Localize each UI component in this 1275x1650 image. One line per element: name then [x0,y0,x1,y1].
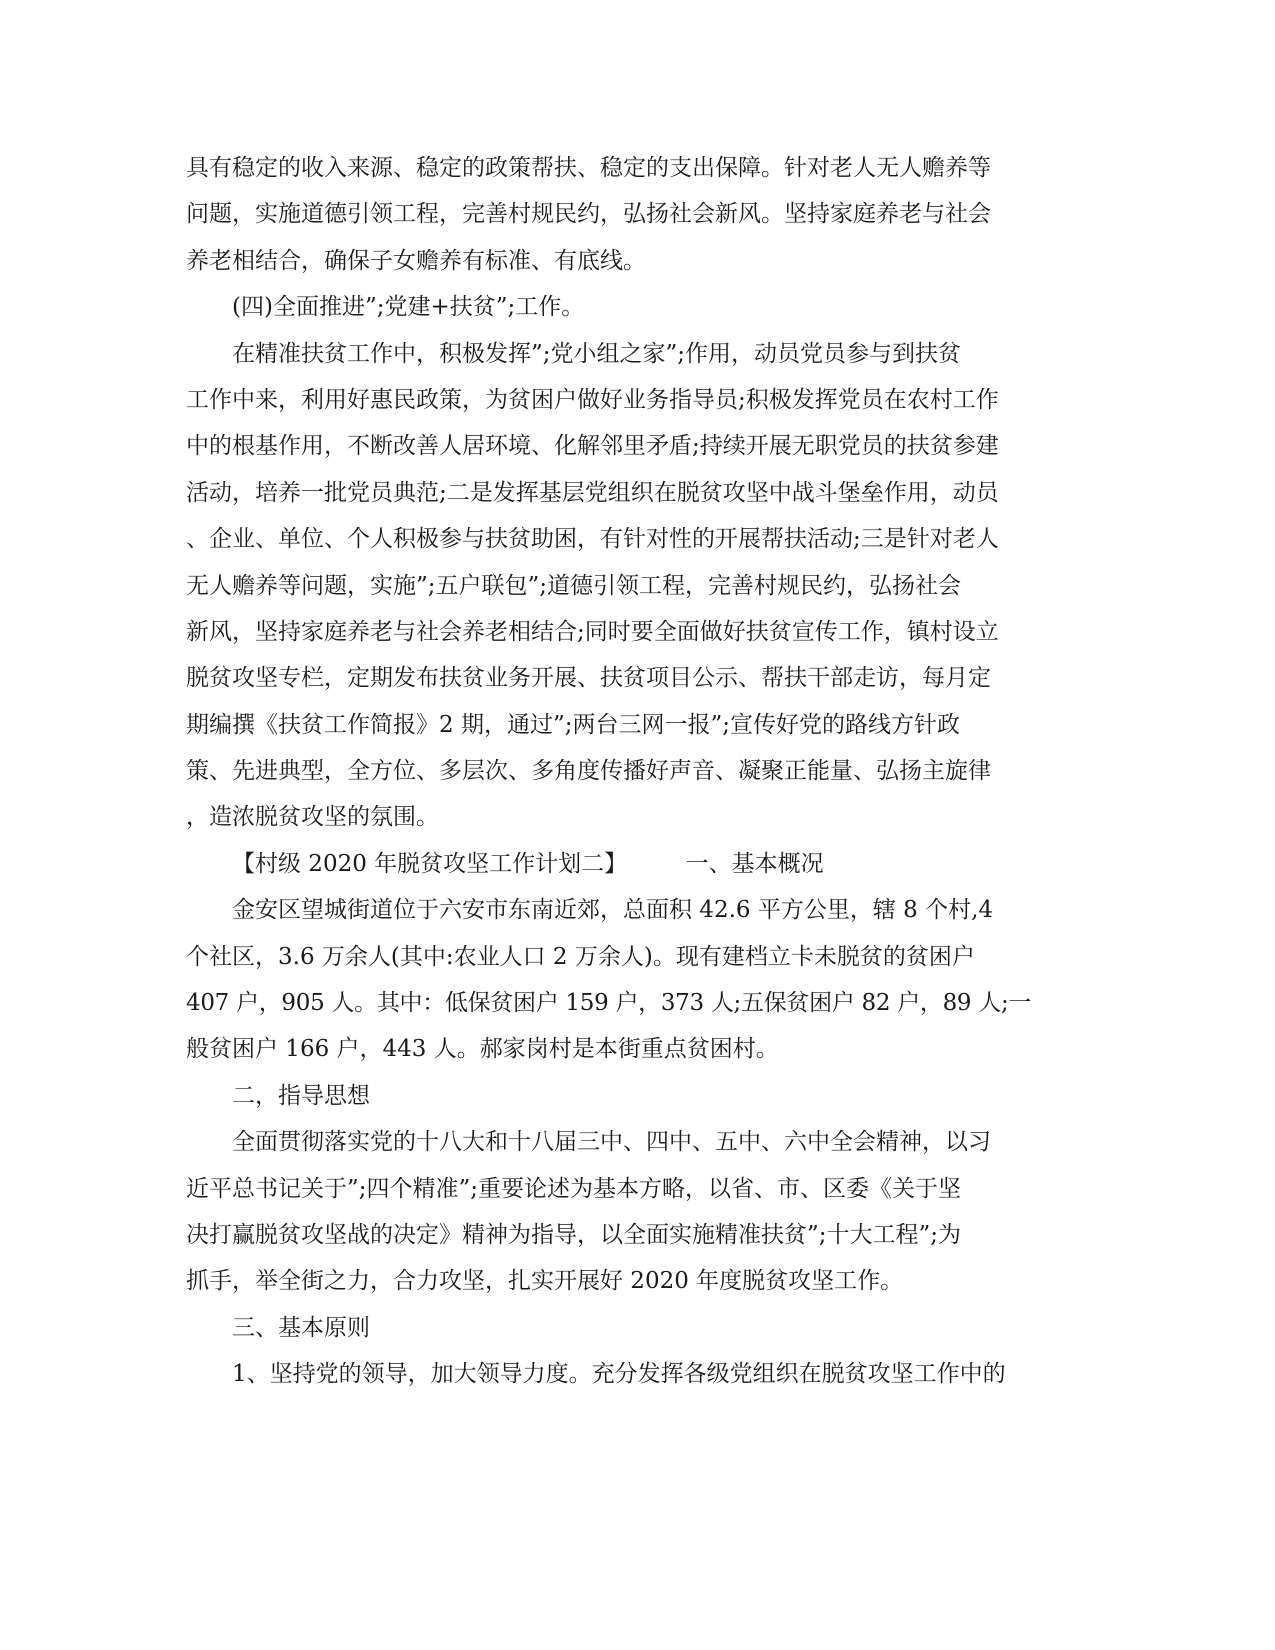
text-line: 决打赢脱贫攻坚战的决定》精神为指导，以全面实施精准扶贫”;十大工程”;为 [186,1221,962,1248]
text-line: 无人赡养等问题，实施”;五户联包”;道德引领工程，完善村规民约，弘扬社会 [186,572,962,599]
text-line: 中的根基作用，不断改善人居环境、化解邻里矛盾;持续开展无职党员的扶贫参建 [186,433,999,460]
text-line: 具有稳定的收入来源、稳定的政策帮扶、稳定的支出保障。针对老人无人赡养等 [186,155,991,181]
text-line: 养老相结合，确保子女赡养有标准、有底线。 [186,247,646,274]
text-line: 【村级 2020 年脱贫攻坚工作计划二】 一、基本概况 [232,850,824,877]
text-line: 1、坚持党的领导，加大领导力度。充分发挥各级党组织在脱贫攻坚工作中的 [232,1361,1006,1388]
text-line: 工作中来，利用好惠民政策，为贫困户做好业务指导员;积极发挥党员在农村工作 [186,386,999,413]
text-line: 三、基本原则 [232,1314,370,1341]
text-line: 近平总书记关于”;四个精准”;重要论述为基本方略，以省、市、区委《关于坚 [186,1175,962,1202]
text-line: 问题，实施道德引领工程，完善村规民约，弘扬社会新风。坚持家庭养老与社会 [186,201,991,228]
text-line: 407 户，905 人。其中：低保贫困户 159 户，373 人;五保贫困户 82 户，89 人;一 [186,990,1032,1017]
document-page [186,145,1031,1398]
text-line: 全面贯彻落实党的十八大和十八届三中、四中、五中、六中全会精神，以习 [232,1129,991,1156]
text-line: (四)全面推进”;党建+扶贫”;工作。 [232,294,585,321]
text-line: 活动，培养一批党员典范;二是发挥基层党组织在脱贫攻坚中战斗堡垒作用，动员 [186,479,999,506]
text-line: 新风，坚持家庭养老与社会养老相结合;同时要全面做好扶贫宣传工作，镇村设立 [186,618,999,645]
text-line: ，造浓脱贫攻坚的氛围。 [186,804,439,831]
text-line: 、企业、单位、个人积极参与扶贫助困，有针对性的开展帮扶活动;三是针对老人 [186,526,999,553]
text-line: 策、先进典型，全方位、多层次、多角度传播好声音、凝聚正能量、弘扬主旋律 [186,758,991,785]
text-line: 个社区，3.6 万余人(其中:农业人口 2 万余人)。现有建档立卡未脱贫的贫困户 [186,943,975,970]
text-line: 期编撰《扶贫工作简报》2 期，通过”;两台三网一报”;宣传好党的路线方针政 [186,711,960,738]
text-line: 脱贫攻坚专栏，定期发布扶贫业务开展、扶贫项目公示、帮扶干部走访，每月定 [186,665,991,692]
text-line: 抓手，举全街之力，合力攻坚，扎实开展好 2020 年度脱贫攻坚工作。 [186,1268,904,1295]
text-line: 般贫困户 166 户，443 人。郝家岗村是本街重点贫困村。 [186,1036,779,1063]
text-line: 金安区望城街道位于六安市东南近郊，总面积 42.6 平方公里，辖 8 个村,4 [232,897,994,924]
text-line: 在精准扶贫工作中，积极发挥”;党小组之家”;作用，动员党员参与到扶贫 [232,340,962,367]
text-line: 二，指导思想 [232,1082,370,1109]
